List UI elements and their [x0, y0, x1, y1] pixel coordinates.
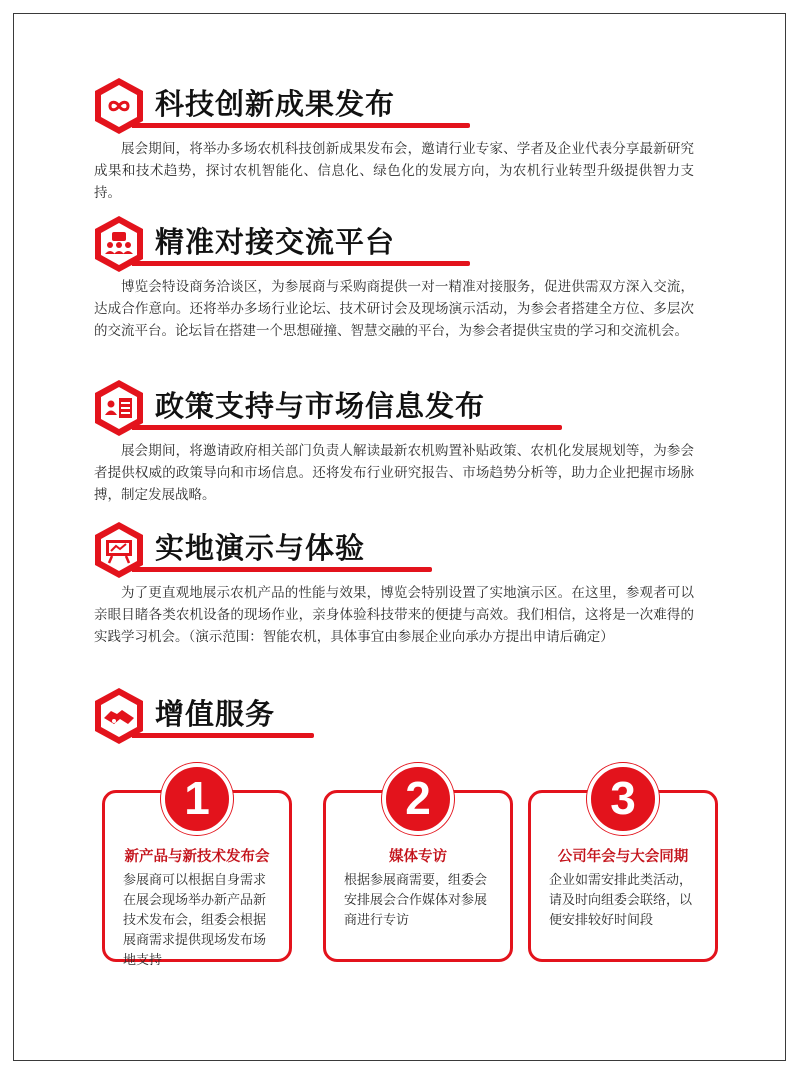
title-underline: [132, 425, 562, 430]
section-text: 展会期间，将举办多场农机科技创新成果发布会，邀请行业专家、学者及企业代表分享最新研究成果和技术趋势，探讨农机智能化、信息化、绿色化的发展方向，为农机行业转型升级提供智力支持。: [94, 141, 694, 201]
service-card-2: [323, 772, 513, 962]
section-title: 精准对接交流平台: [155, 225, 396, 259]
number-badge: 2: [382, 763, 454, 835]
section-header: [92, 378, 712, 440]
title-underline: [132, 123, 470, 128]
section-title: 科技创新成果发布: [155, 87, 396, 121]
service-cards: [100, 760, 700, 970]
section-demo: [92, 520, 712, 648]
section-value-added: [92, 686, 712, 748]
service-card-3: [528, 772, 718, 962]
section-title: 增值服务: [155, 697, 276, 731]
card-text: 根据参展商需要，组委会安排展会合作媒体对参展商进行专访: [344, 873, 488, 928]
service-card-1: [102, 772, 292, 968]
section-matchmaking: [92, 214, 712, 342]
number-badge: 3: [587, 763, 659, 835]
section-title: 政策支持与市场信息发布: [155, 389, 486, 423]
card-text: 企业如需安排此类活动，请及时向组委会联络，以便安排较好时间段: [549, 873, 693, 928]
card-title: 公司年会与大会同期: [557, 849, 689, 865]
section-text: 博览会特设商务洽谈区，为参展商与采购商提供一对一精准对接服务，促进供需双方深入交流，达成合作意向。还将举办多场行业论坛、技术研讨会及现场演示活动，为参会者搭建全方位、多层次的交流平台。论坛旨在搭建一个思想碰撞、智慧交融的平台，为参会者提供宝贵的学习和交流机会。: [94, 279, 694, 339]
title-underline: [132, 733, 314, 738]
presentation-board-icon: [92, 520, 146, 580]
section-header: [92, 214, 712, 276]
handshake-icon: [92, 686, 146, 746]
title-underline: [132, 261, 470, 266]
section-title: 实地演示与体验: [155, 531, 366, 565]
section-header: [92, 686, 712, 748]
section-header: [92, 520, 712, 582]
section-text: 为了更直观地展示农机产品的性能与效果，博览会特别设置了实地演示区。在这里，参观者可以亲眼目睹各类农机设备的现场作业，亲身体验科技带来的便捷与高效。我们相信，这将是一次难得的实践学习机会。（演示范围：智能农机，具体事宜由参展企业向承办方提出申请后确定）: [94, 585, 694, 645]
section-tech-innovation: [92, 76, 712, 204]
card-title: 新产品与新技术发布会: [124, 849, 270, 865]
card-title: 媒体专访: [389, 849, 447, 865]
section-text: 展会期间，将邀请政府相关部门负责人解读最新农机购置补贴政策、农机化发展规划等，为参会者提供权威的政策导向和市场信息。还将发布行业研究报告、市场趋势分析等，助力企业把握市场脉搏，制定发展战略。: [94, 443, 694, 503]
title-underline: [132, 567, 432, 572]
card-text: 参展商可以根据自身需求在展会现场举办新产品新技术发布会，组委会根据展商需求提供现场发布场地支持: [123, 873, 267, 968]
infinity-icon: [92, 76, 146, 136]
document-user-icon: [92, 378, 146, 438]
section-policy-info: [92, 378, 712, 506]
section-header: [92, 76, 712, 138]
people-meeting-icon: [92, 214, 146, 274]
number-badge: 1: [161, 763, 233, 835]
